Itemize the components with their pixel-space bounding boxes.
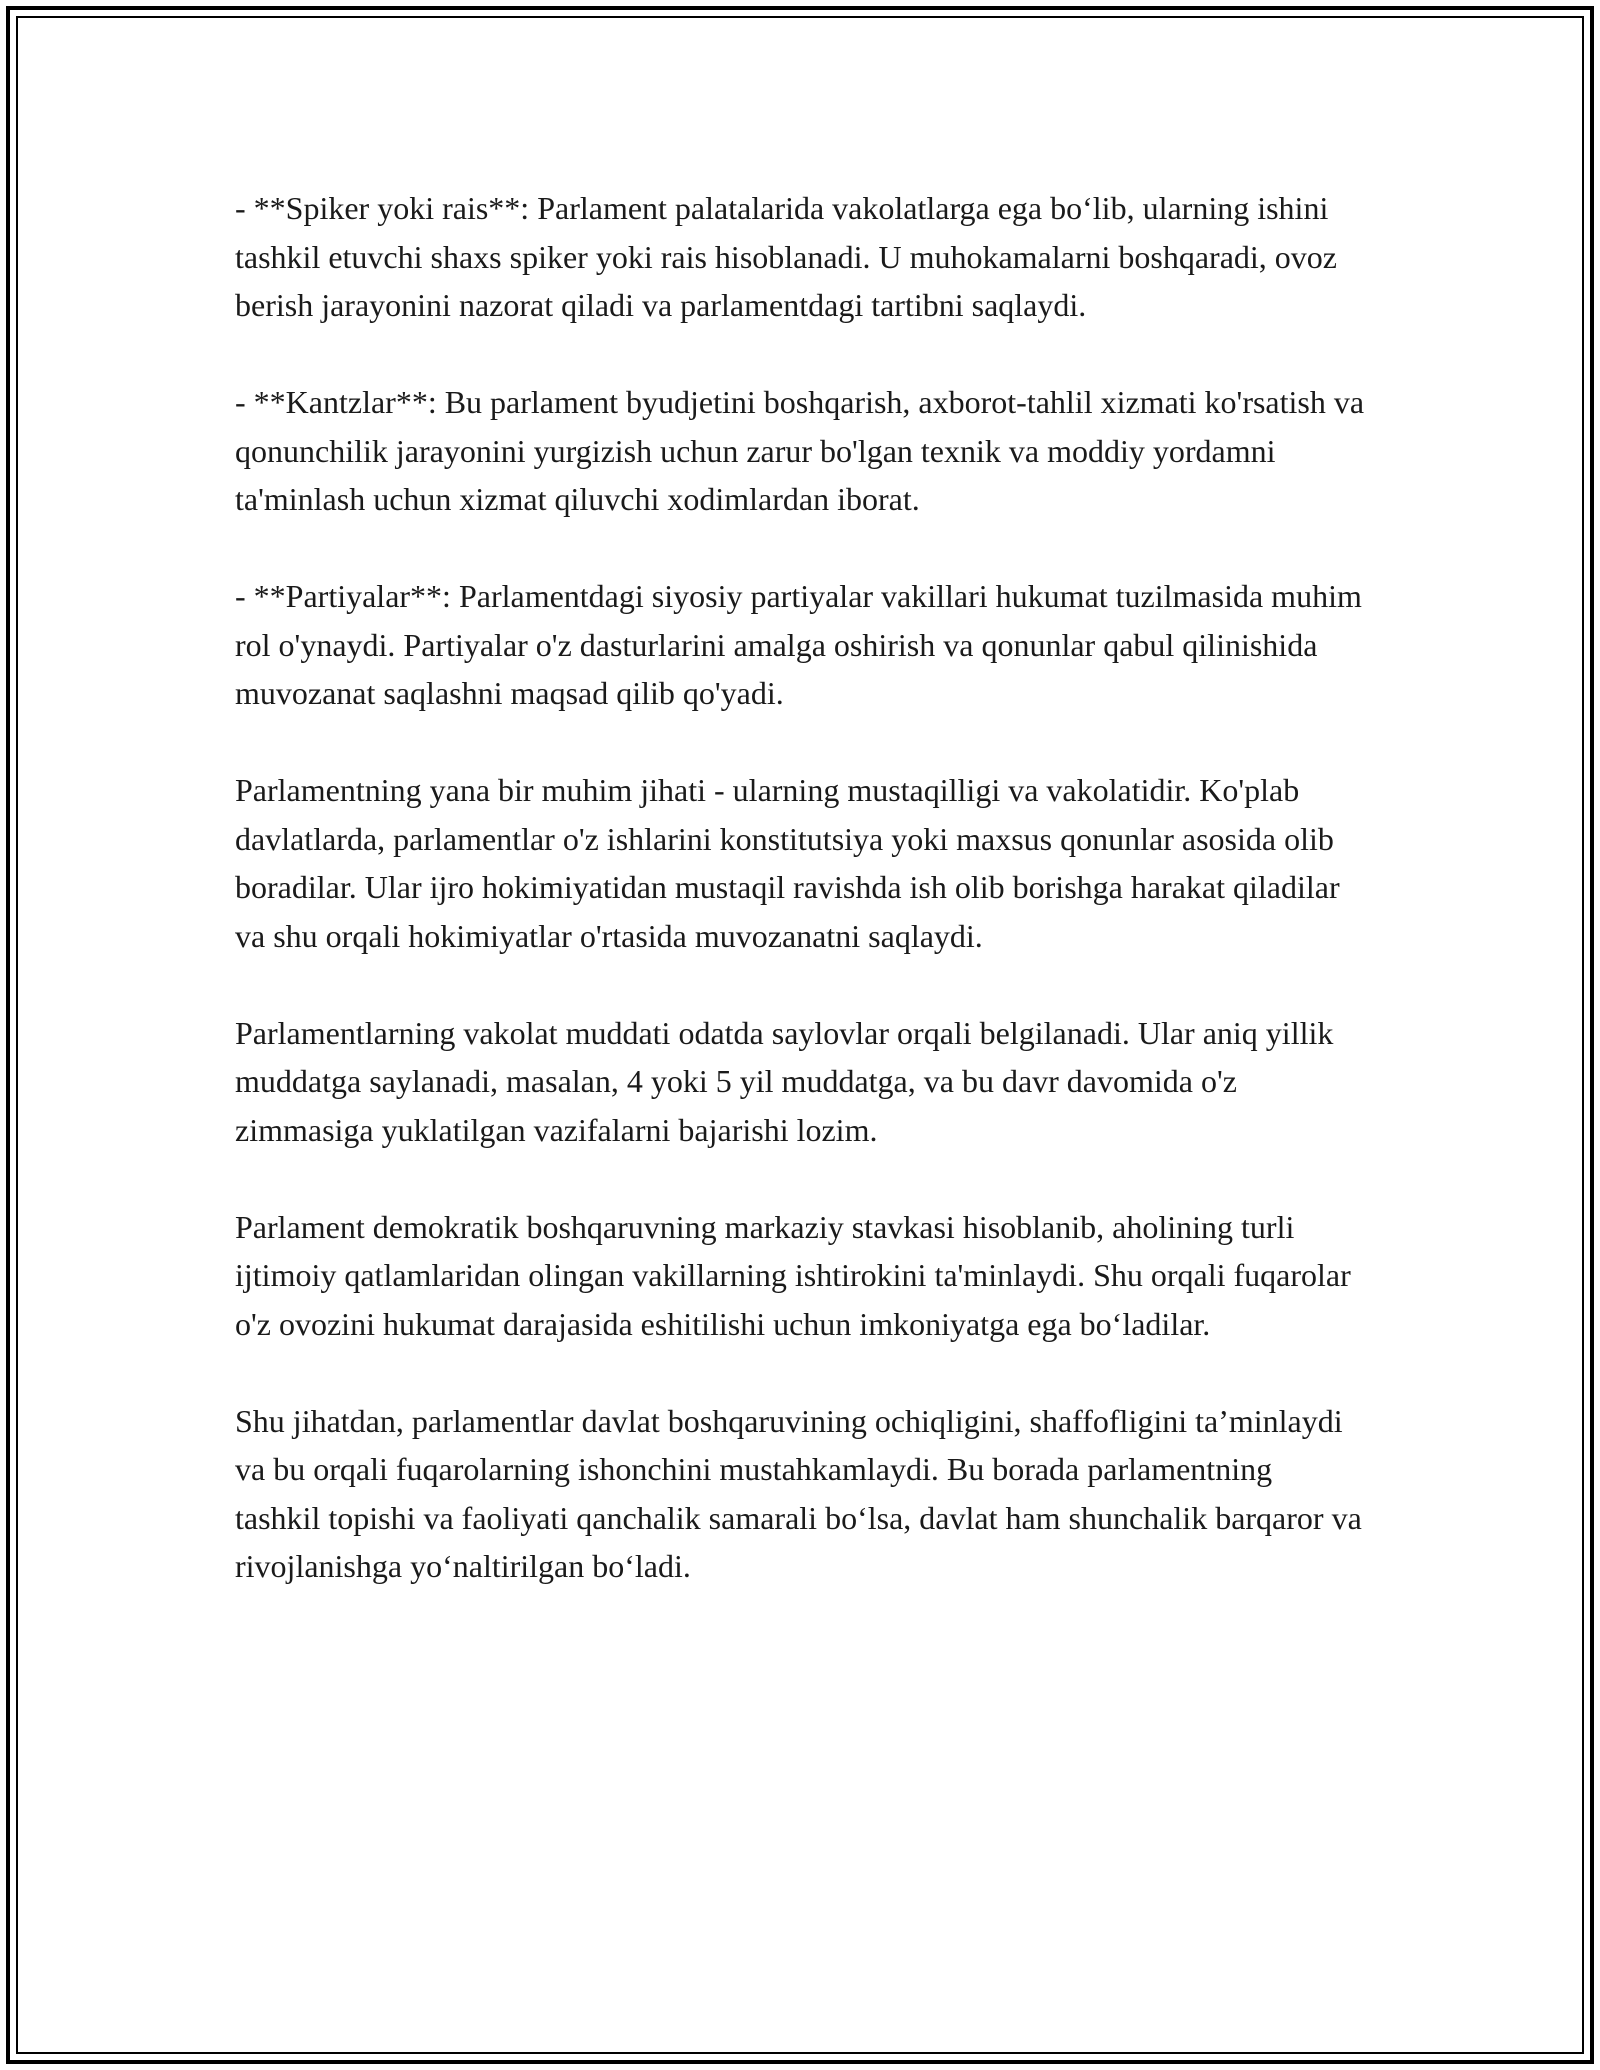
- paragraph-kantzlar: - **Kantzlar**: Bu parlament byudjetini boshqarish, axborot-tahlil xizmati ko'rsatish va qonunchilik jarayonini yurgizish uchun zarur bo'lgan texnik va moddiy yordamni ta'minlash uchun xizmat qiluvchi xodimlardan iborat.: [235, 384, 1365, 517]
- paragraph-vakolat-muddati: Parlamentlarning vakolat muddati odatda saylovlar orqali belgilanadi. Ular aniq yillik muddatga saylanadi, masalan, 4 yoki 5 yil muddatga, va bu davr davomida o'z zimmasiga yuklatilgan vazifalarni bajarishi lozim.: [235, 1014, 1334, 1148]
- paragraph-demokratik-boshqaruv: Parlament demokratik boshqaruvning markaziy stavkasi hisoblanib, aholining turli ijtimoiy qatlamlaridan olingan vakillarning ishtirokini ta'minlaydi. Shu orqali fuqarolar o'z ovozini hukumat darajasida eshitilishi uchun imkoniyatga ega bo‘ladilar.: [235, 1208, 1351, 1342]
- document-body: [235, 184, 1365, 1639]
- paragraph-mustaqillik: Parlamentning yana bir muhim jihati - ularning mustaqilligi va vakolatidir. Ko'plab davlatlarda, parlamentlar o'z ishlarini konstitutsiya yoki maxsus qonunlar asosida olib boradilar. Ular ijro hokimiyatidan mustaqil ravishda ish olib borishga harakat qiladilar va shu orqali hokimiyatlar o'rtasida muvozanatni saqlaydi.: [235, 772, 1340, 954]
- paragraph-ochiqlik: Shu jihatdan, parlamentlar davlat boshqaruvining ochiqligini, shaffofligini ta’minlaydi va bu orqali fuqarolarning ishonchini mustahkamlaydi. Bu borada parlamentning tashkil topishi va faoliyati qanchalik samarali bo‘lsa, davlat ham shunchalik barqaror va rivojlanishga yo‘naltirilgan bo‘ladi.: [235, 1402, 1362, 1584]
- paragraph-partiyalar: - **Partiyalar**: Parlamentdagi siyosiy partiyalar vakillari hukumat tuzilmasida muhim rol o'ynaydi. Partiyalar o'z dasturlarini amalga oshirish va qonunlar qabul qilinishida muvozanat saqlashni maqsad qilib qo'yadi.: [235, 578, 1362, 711]
- paragraph-spiker: - **Spiker yoki rais**: Parlament palatalarida vakolatlarga ega bo‘lib, ularning ishini tashkil etuvchi shaxs spiker yoki rais hisoblanadi. U muhokamalarni boshqaradi, ovoz berish jarayonini nazorat qiladi va parlamentdagi tartibni saqlaydi.: [235, 190, 1337, 323]
